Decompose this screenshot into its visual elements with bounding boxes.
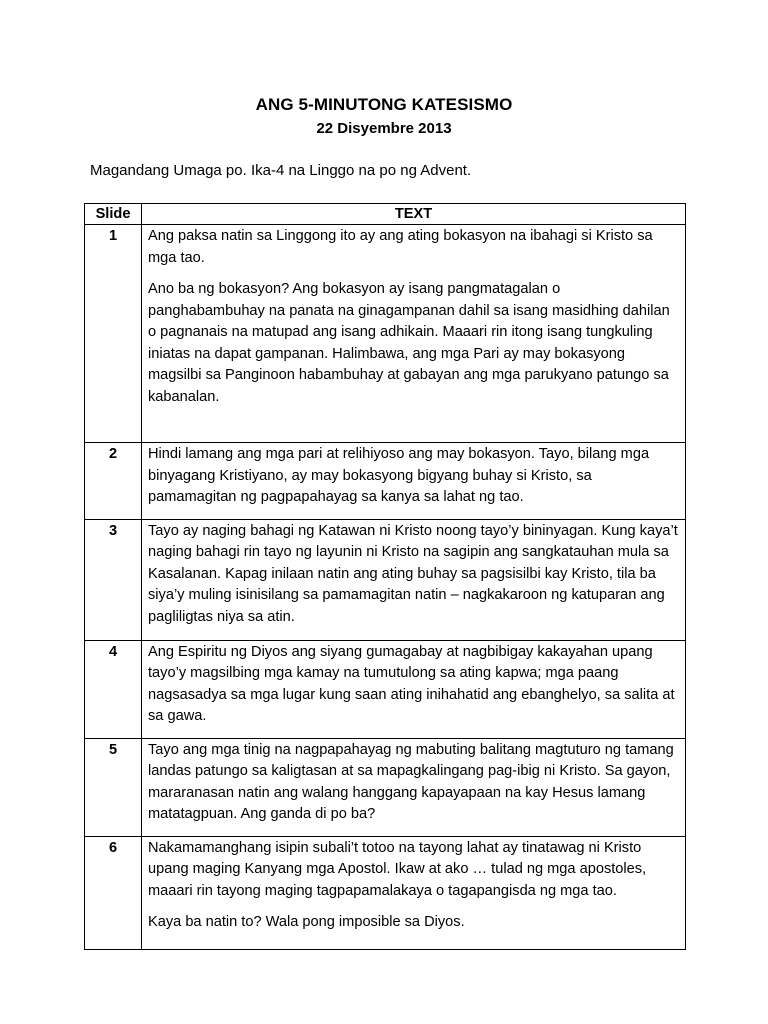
- header-slide: Slide: [85, 204, 142, 225]
- table-header-row: [85, 204, 686, 225]
- intro-greeting: Magandang Umaga po. Ika-4 na Linggo na po ng Advent.: [90, 162, 472, 179]
- slide-number: 3: [85, 519, 142, 640]
- table-row: [85, 443, 686, 520]
- slide-number: 2: [85, 443, 142, 520]
- slide-text-cell: [142, 640, 686, 738]
- table-row: [85, 836, 686, 949]
- slide-text-cell: [142, 519, 686, 640]
- slide-paragraph: Kaya ba natin to? Wala pong imposible sa Diyos.: [148, 914, 465, 930]
- table-row: [85, 519, 686, 640]
- slide-number: 5: [85, 738, 142, 836]
- slide-paragraph: Ang paksa natin sa Linggong ito ay ang ating bokasyon na ibahagi si Kristo sa mga tao.: [148, 228, 653, 266]
- header-text: TEXT: [142, 204, 686, 225]
- slide-text-cell: [142, 836, 686, 949]
- slide-paragraph: Nakamamanghang isipin subali’t totoo na tayong lahat ay tinatawag ni Kristo upang maging Kanyang mga Apostol. Ikaw at ako … tulad ng mga apostoles, maaari rin tayong maging tagpapamalakaya o tagapangisda ng mga tao.: [148, 839, 647, 899]
- slide-number: 6: [85, 836, 142, 949]
- document-title: ANG 5-MINUTONG KATESISMO: [255, 95, 513, 114]
- slide-script-table: [84, 203, 686, 950]
- slide-paragraph: Ang Espiritu ng Diyos ang siyang gumagabay at nagbibigay kakayahan upang tayo’y magsilbing mga kamay na tumutulong sa ating kapwa; mga paang nagsasadya sa mga lugar kung saan ating inihahatid ang ebanghelyo, sa salita at sa gawa.: [148, 643, 675, 724]
- slide-paragraph: Hindi lamang ang mga pari at relihiyoso ang may bokasyon. Tayo, bilang mga binyagang Kristiyano, ay may bokasyong bigyang buhay si Kristo, sa pamamagitan ng pagpapahayag sa kanya sa lahat ng tao.: [148, 446, 650, 505]
- slide-number: 1: [85, 225, 142, 443]
- slide-text-cell: [142, 225, 686, 443]
- table-row: [85, 225, 686, 443]
- document-date: 22 Disyembre 2013: [316, 120, 452, 137]
- slide-text-cell: [142, 443, 686, 520]
- slide-paragraph: Tayo ang mga tinig na nagpapahayag ng mabuting balitang magtuturo ng tamang landas patungo sa kaligtasan at sa mapagkalingang pag-ibig ni Kristo. Sa gayon, mararanasan natin ang walang hanggang kapayapaan na kay Hesus lamang matatagpuan. Ang ganda di po ba?: [148, 741, 674, 822]
- table-row: [85, 738, 686, 836]
- slide-text-cell: [142, 738, 686, 836]
- slide-paragraph: Ano ba ng bokasyon? Ang bokasyon ay isang pangmatagalan o panghabambuhay na panata na ginagampanan dahil sa isang masidhing dahilan o pagnanais na matupad ang isang adhikain. Maaari rin itong isang tungkuling iniatas na dapat gampanan. Halimbawa, ang mga Pari ay may bokasyong magsilbi sa Panginoon habambuhay at gabayan ang mga parukyano patungo sa kabanalan.: [148, 281, 670, 405]
- slide-paragraph: Tayo ay naging bahagi ng Katawan ni Kristo noong tayo’y bininyagan. Kung kaya’t naging bahagi rin tayo ng layunin ni Kristo na sagipin ang sangkatauhan mula sa Kasalanan. Kapag inilaan natin ang ating buhay sa pagsisilbi kay Kristo, tila ba siya’y muling isinisilang sa pamamagitan natin – nagkakaroon ng katuparan ang pagliligtas niya sa atin.: [148, 522, 678, 625]
- slide-number: 4: [85, 640, 142, 738]
- table-row: [85, 640, 686, 738]
